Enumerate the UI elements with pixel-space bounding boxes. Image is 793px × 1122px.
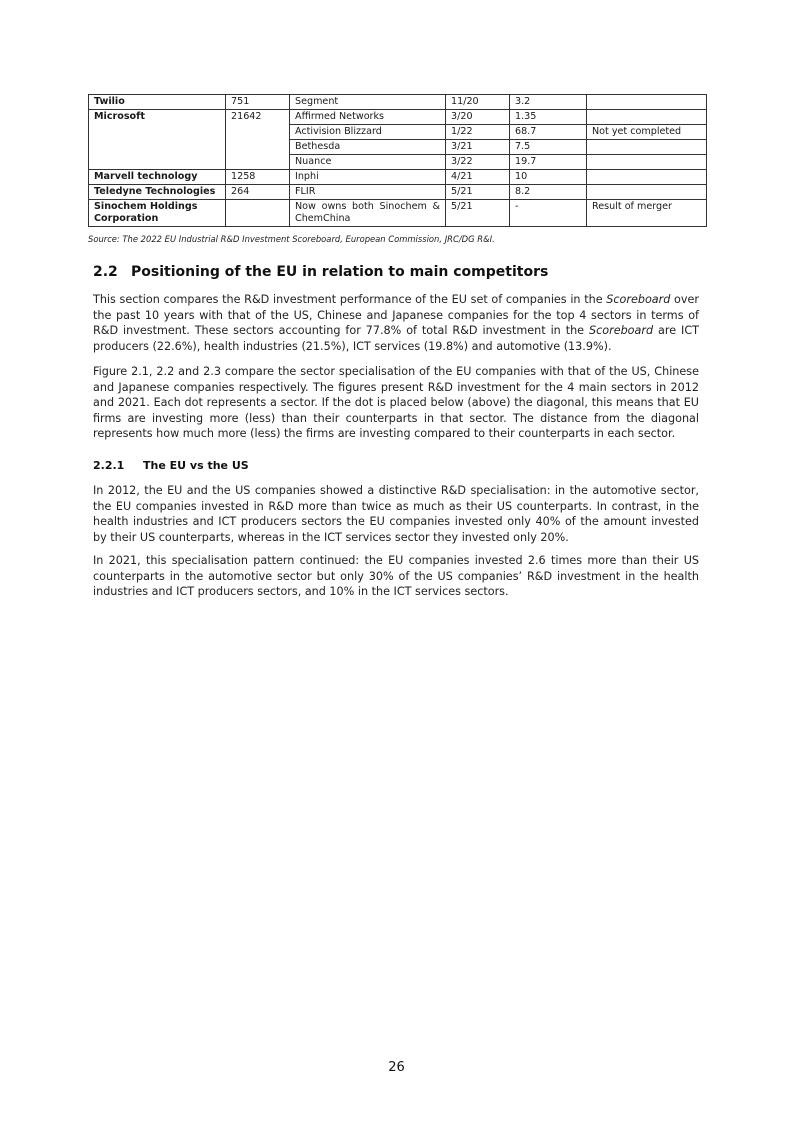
date-cell: 3/20	[446, 110, 510, 125]
note-cell	[587, 155, 707, 170]
table-source-note: Source: The 2022 EU Industrial R&D Investment Scoreboard, European Commission, JRC/DG R&I.	[88, 234, 495, 244]
target-cell: Nuance	[290, 155, 446, 170]
rd-cell: 1258	[226, 170, 290, 185]
acquisitions-table	[88, 94, 707, 227]
page-number: 26	[388, 1060, 405, 1075]
target-cell: Activision Blizzard	[290, 125, 446, 140]
note-cell: Not yet completed	[587, 125, 707, 140]
value-cell: 19.7	[510, 155, 587, 170]
note-cell	[587, 140, 707, 155]
note-cell	[587, 185, 707, 200]
subsection-title: The EU vs the US	[143, 459, 249, 472]
date-cell: 5/21	[446, 200, 510, 227]
value-cell: 8.2	[510, 185, 587, 200]
rd-cell: 21642	[226, 110, 290, 170]
date-cell: 5/21	[446, 185, 510, 200]
note-cell	[587, 110, 707, 125]
value-cell: 3.2	[510, 95, 587, 110]
date-cell: 3/22	[446, 155, 510, 170]
company-cell: Sinochem Holdings Corporation	[89, 200, 226, 227]
rd-cell: 264	[226, 185, 290, 200]
section-number: 2.2	[93, 264, 118, 280]
value-cell: 68.7	[510, 125, 587, 140]
subsection-heading	[93, 459, 249, 472]
target-cell: Segment	[290, 95, 446, 110]
target-cell: FLIR	[290, 185, 446, 200]
paragraph: In 2021, this specialisation pattern continued: the EU companies invested 2.6 times more than their US counterparts in the automotive sector but only 30% of the US companies’ R&D investment in the health industries and ICT producers sectors, and 10% in the ICT services sectors.	[93, 554, 699, 598]
paragraph: In 2012, the EU and the US companies showed a distinctive R&D specialisation: in the automotive sector, the EU companies invested in R&D more than twice as much as their US counterparts. In contrast, in the health industries and ICT producers sectors the EU companies invested only 40% of the amount invested by their US counterparts, whereas in the ICT services sector they invested only 20%.	[93, 484, 699, 544]
table-row	[89, 95, 707, 110]
paragraph	[93, 292, 699, 354]
section-title: Positioning of the EU in relation to main competitors	[131, 264, 549, 280]
company-cell: Microsoft	[89, 110, 226, 170]
company-cell: Teledyne Technologies	[89, 185, 226, 200]
paragraph: Figure 2.1, 2.2 and 2.3 compare the sector specialisation of the EU companies with that of the US, Chinese and Japanese companies respectively. The figures present R&D investment for the 4 main sectors in 2012 and 2021. Each dot represents a sector. If the dot is placed below (above) the diagonal, this means that EU firms are investing more (less) than their counterparts in that sector. The distance from the diagonal represents how much more (less) the firms are investing compared to their counterparts in each sector.	[93, 365, 699, 440]
note-cell	[587, 170, 707, 185]
note-cell: Result of merger	[587, 200, 707, 227]
subsection-number: 2.2.1	[93, 459, 125, 472]
target-cell: Affirmed Networks	[290, 110, 446, 125]
table-row	[89, 170, 707, 185]
date-cell: 1/22	[446, 125, 510, 140]
target-cell: Inphi	[290, 170, 446, 185]
paragraph-text: are ICT producers (22.6%), health industries (21.5%), ICT services (19.8%) and automotive (13.9%).	[93, 324, 699, 353]
rd-cell	[226, 200, 290, 227]
company-cell: Marvell technology	[89, 170, 226, 185]
paragraph-text: This section compares the R&D investment performance of the EU set of companies in the	[93, 293, 607, 306]
date-cell: 11/20	[446, 95, 510, 110]
emphasis-text: Scoreboard	[606, 293, 671, 306]
emphasis-text: Scoreboard	[589, 324, 654, 337]
value-cell: -	[510, 200, 587, 227]
paragraph-text: over the past 10 years with that of the US, Chinese and Japanese companies for the top 4 sectors in terms of R&D investment. These sectors accounting for 77.8% of total R&D investment in the	[93, 293, 699, 337]
date-cell: 4/21	[446, 170, 510, 185]
table-row	[89, 200, 707, 227]
company-cell: Twilio	[89, 95, 226, 110]
date-cell: 3/21	[446, 140, 510, 155]
note-cell	[587, 95, 707, 110]
section-heading	[93, 264, 548, 280]
table-row	[89, 110, 707, 125]
value-cell: 1.35	[510, 110, 587, 125]
target-cell: Bethesda	[290, 140, 446, 155]
table-row	[89, 185, 707, 200]
value-cell: 7.5	[510, 140, 587, 155]
rd-cell: 751	[226, 95, 290, 110]
target-cell: Now owns both Sinochem & ChemChina	[290, 200, 446, 227]
value-cell: 10	[510, 170, 587, 185]
